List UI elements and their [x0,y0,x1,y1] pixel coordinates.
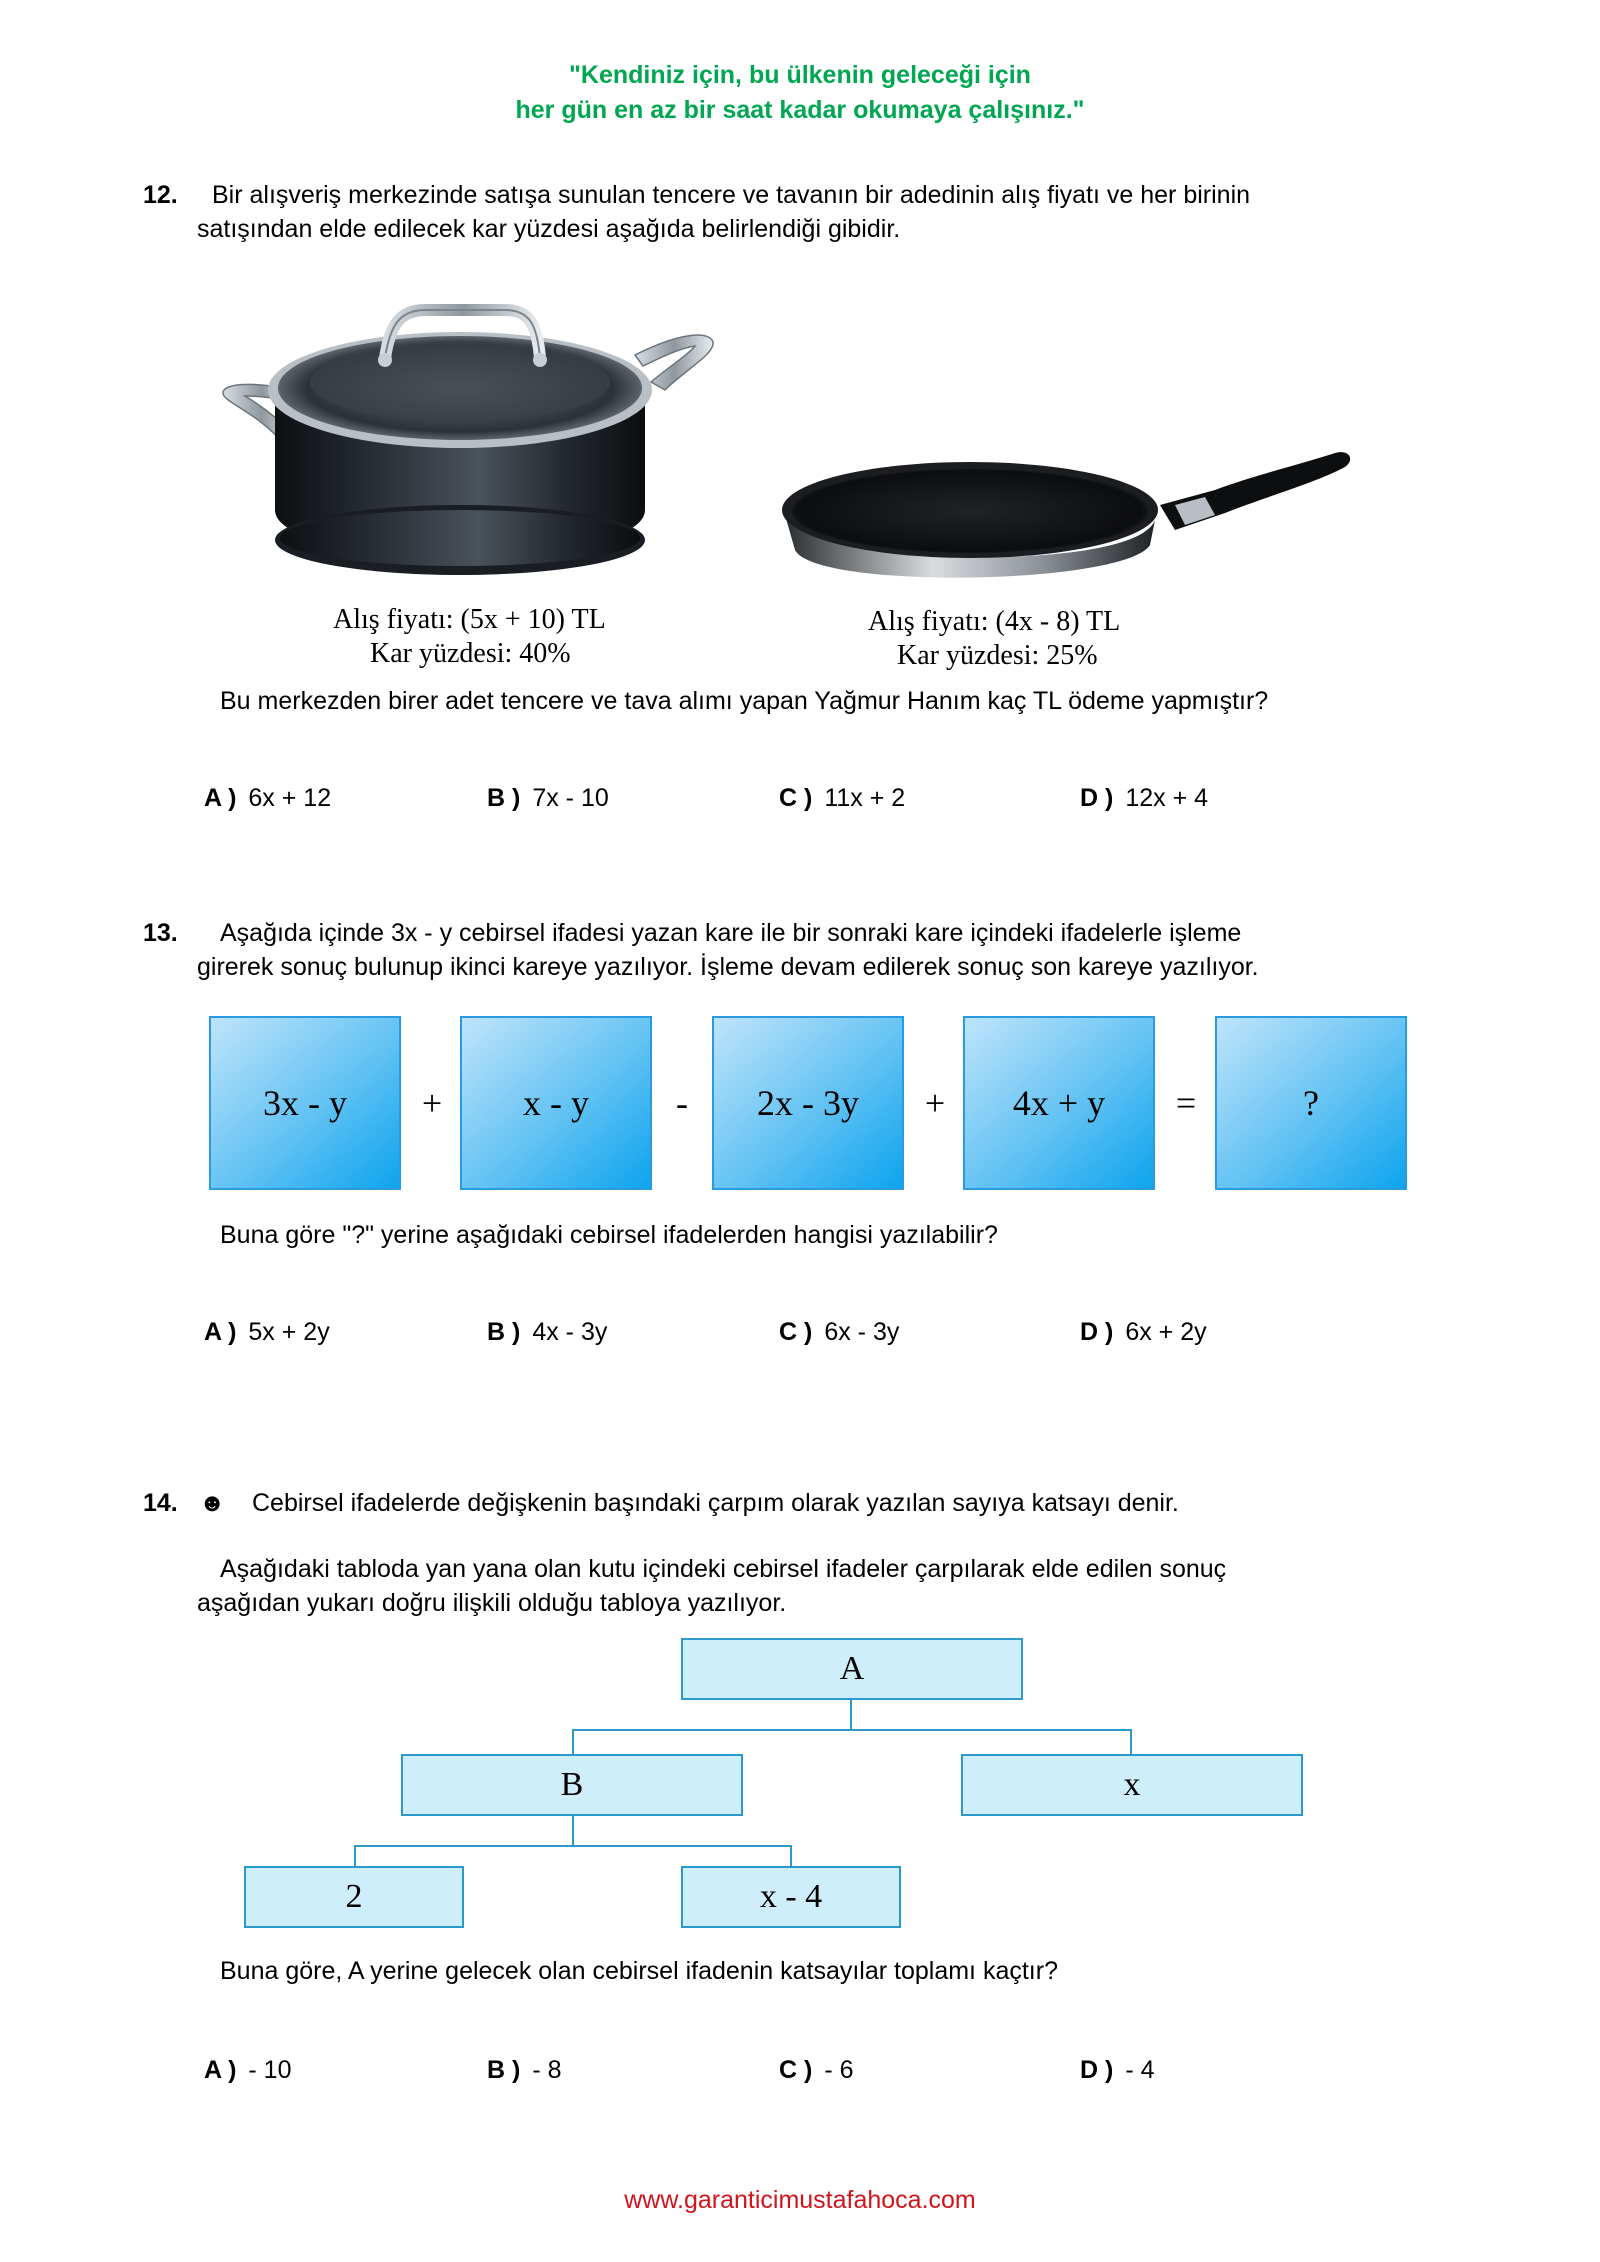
q12-option-d[interactable] [1080,784,1208,813]
expr-box-result: ? [1215,1016,1407,1190]
option-letter: B ) [487,1318,521,1346]
option-text: - 6 [824,2056,854,2084]
q13-text-line-1: Aşağıda içinde 3x - y cebirsel ifadesi yazan kare ile bir sonraki kare içindeki ifadelerle işleme [220,919,1242,947]
option-letter: A ) [204,2056,237,2084]
option-letter: A ) [204,784,237,812]
q12-number: 12. [143,181,178,209]
q14-text-line-2: aşağıdan yukarı doğru ilişkili olduğu tabloya yazılıyor. [197,1589,787,1617]
connector-line [354,1845,792,1847]
option-text: 12x + 4 [1125,784,1209,812]
option-text: 5x + 2y [248,1318,330,1346]
tree-box-mid-left: B [401,1754,743,1816]
option-letter: D ) [1080,1318,1114,1346]
connector-line [572,1816,574,1846]
q14-option-c[interactable] [779,2056,854,2085]
q14-number: 14. [143,1489,178,1517]
connector-line [1130,1729,1132,1755]
operator-plus: + [924,1083,946,1123]
option-letter: D ) [1080,784,1114,812]
operator-plus: + [421,1083,443,1123]
q13-option-d[interactable] [1080,1318,1207,1347]
motto-line-1: "Kendiniz için, bu ülkenin geleceği için [569,61,1031,89]
expr-box-3: 2x - 3y [712,1016,904,1190]
option-letter: C ) [779,2056,813,2084]
q13-text-line-2: girerek sonuç bulunup ikinci kareye yazılıyor. İşleme devam edilerek sonuç son kareye yazılıyor. [197,953,1259,981]
connector-line [850,1700,852,1730]
q13-option-b[interactable] [487,1318,607,1347]
tree-box-bottom-left: 2 [244,1866,464,1928]
pot-price: Alış fiyatı: (5x + 10) TL [333,604,606,635]
option-text: 7x - 10 [532,784,609,812]
q12-text-line-1: Bir alışveriş merkezinde satışa sunulan tencere ve tavanın bir adedinin alış fiyatı ve her birinin [212,181,1251,209]
q14-option-a[interactable] [204,2056,292,2085]
option-letter: B ) [487,2056,521,2084]
pan-price: Alış fiyatı: (4x - 8) TL [868,606,1121,637]
option-text: - 8 [532,2056,562,2084]
pan-image [775,435,1355,595]
q13-question: Buna göre "?" yerine aşağıdaki cebirsel ifadelerden hangisi yazılabilir? [220,1221,998,1249]
tree-box-mid-right: x [961,1754,1303,1816]
option-text: 6x - 3y [824,1318,900,1346]
footer-link[interactable]: www.garanticimustafahoca.com [624,2186,976,2214]
connector-line [572,1729,574,1755]
tree-box-top: A [681,1638,1023,1700]
option-letter: A ) [204,1318,237,1346]
q14-question: Buna göre, A yerine gelecek olan cebirsel ifadenin katsayılar toplamı kaçtır? [220,1957,1058,1985]
q12-option-c[interactable] [779,784,905,813]
connector-line [790,1845,792,1867]
q12-option-a[interactable] [204,784,331,813]
option-letter: C ) [779,1318,813,1346]
q14-text-line-1: Aşağıdaki tabloda yan yana olan kutu içindeki cebirsel ifadeler çarpılarak elde edilen sonuç [220,1555,1227,1583]
option-text: 4x - 3y [532,1318,608,1346]
operator-equals: = [1175,1083,1197,1123]
q12-text-line-2: satışından elde edilecek kar yüzdesi aşağıda belirlendiği gibidir. [197,215,901,243]
q12-question: Bu merkezden birer adet tencere ve tava alımı yapan Yağmur Hanım kaç TL ödeme yapmıştır? [220,687,1269,715]
option-letter: B ) [487,784,521,812]
option-text: - 10 [248,2056,292,2084]
pan-profit: Kar yüzdesi: 25% [897,640,1098,671]
q14-definition: Cebirsel ifadelerde değişkenin başındaki çarpım olarak yazılan sayıya katsayı denir. [252,1489,1179,1517]
motto-line-2: her gün en az bir saat kadar okumaya çalışınız." [515,96,1085,124]
pot-image [215,270,725,600]
q13-option-a[interactable] [204,1318,330,1347]
option-letter: C ) [779,784,813,812]
pot-profit: Kar yüzdesi: 40% [370,638,571,669]
smiley-icon: ☻ [199,1489,226,1517]
connector-line [354,1845,356,1867]
connector-line [572,1729,1132,1731]
expr-box-2: x - y [460,1016,652,1190]
q12-option-b[interactable] [487,784,609,813]
q13-number: 13. [143,919,178,947]
expr-box-4: 4x + y [963,1016,1155,1190]
option-text: 6x + 2y [1125,1318,1207,1346]
q13-option-c[interactable] [779,1318,899,1347]
option-letter: D ) [1080,2056,1114,2084]
option-text: 11x + 2 [824,784,906,812]
q14-option-d[interactable] [1080,2056,1155,2085]
operator-minus: - [676,1083,688,1123]
option-text: 6x + 12 [248,784,332,812]
q14-option-b[interactable] [487,2056,562,2085]
tree-box-bottom-right: x - 4 [681,1866,901,1928]
option-text: - 4 [1125,2056,1155,2084]
expr-box-1: 3x - y [209,1016,401,1190]
